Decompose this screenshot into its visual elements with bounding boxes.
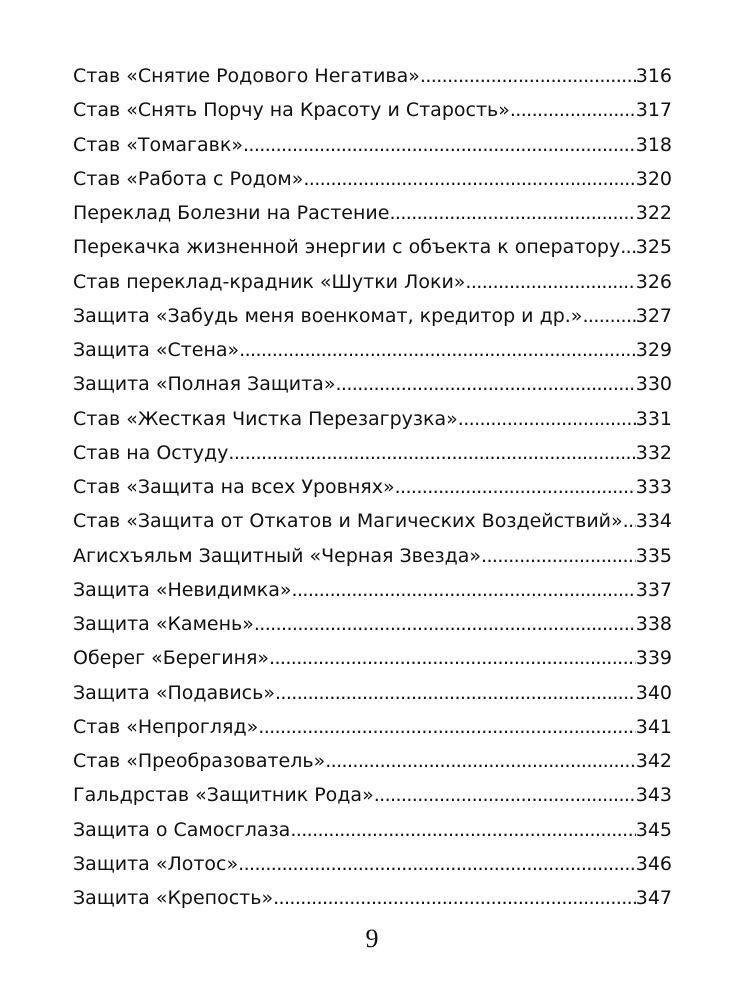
toc-entry-page-number: 334 (635, 510, 672, 533)
dot-leader (254, 607, 636, 641)
dot-leader (243, 128, 636, 162)
toc-entry (73, 162, 672, 196)
toc-entry-title: Перекачка жизненной энергии с объекта к оператору (73, 236, 621, 259)
toc-entry-title: Защита «Невидимка» (73, 578, 292, 601)
dot-leader (395, 470, 636, 504)
toc-entry (73, 402, 672, 436)
toc-entry (73, 881, 672, 915)
toc-entry-page-number: 343 (635, 784, 672, 807)
toc-entry (73, 847, 672, 881)
dot-leader (269, 641, 636, 675)
toc-entry (73, 367, 672, 401)
toc-entry-page-number: 325 (635, 236, 672, 259)
toc-entry (73, 128, 672, 162)
toc-entry (73, 299, 672, 333)
toc-entry-page-number: 329 (635, 339, 672, 361)
toc-entry-page-number: 337 (635, 578, 672, 601)
toc-entry (73, 504, 672, 538)
toc-entry-title: Агисхъяльм Защитный «Черная Звезда» (73, 544, 482, 567)
toc-entry-title: Оберег «Берегиня» (73, 647, 270, 670)
toc-entry-page-number: 326 (635, 270, 672, 293)
toc-entry (73, 778, 672, 812)
toc-entry-page-number: 327 (635, 304, 672, 327)
toc-entry (73, 59, 672, 93)
toc-entry (73, 436, 672, 470)
toc-entry-page-number: 318 (635, 133, 672, 156)
toc-entry-page-number: 317 (635, 99, 672, 122)
dot-leader (303, 162, 635, 196)
toc-entry (73, 539, 672, 573)
toc-entry-title: Гальдрстав «Защитник Рода» (73, 784, 374, 807)
toc-entry-title: Став «Снятие Родового Негатива» (73, 65, 420, 87)
toc-entry-title: Защита «Стена» (73, 339, 240, 361)
dot-leader (325, 744, 636, 778)
toc-entry-page-number: 339 (635, 647, 672, 670)
dot-leader (238, 847, 636, 881)
toc-entry-title: Защита «Полная Защита» (73, 373, 336, 396)
toc-entry-page-number: 340 (635, 681, 672, 704)
dot-leader (275, 676, 636, 710)
dot-leader (273, 881, 636, 915)
toc-entry-title: Став переклад-крадник «Шутки Локи» (73, 270, 466, 293)
toc-entry-page-number: 331 (635, 407, 672, 430)
toc-entry-title: Защита «Крепость» (73, 887, 274, 909)
toc-entry (73, 196, 672, 230)
toc-entry (73, 573, 672, 607)
dot-leader (228, 436, 635, 470)
toc-entry-title: Переклад Болезни на Растение (73, 202, 390, 224)
toc-entry-page-number: 346 (635, 852, 672, 875)
toc-entry (73, 93, 672, 127)
toc-entry (73, 333, 672, 367)
dot-leader (335, 367, 635, 401)
toc-entry-title: Защита о Самосглаза (73, 818, 291, 841)
toc-entry-page-number: 320 (635, 167, 672, 190)
toc-entry-title: Став «Жесткая Чистка Перезагрузка» (73, 407, 458, 430)
toc-entry-title: Став на Остуду (73, 441, 229, 464)
dot-leader (389, 196, 635, 230)
toc-entry-page-number: 341 (635, 715, 672, 738)
toc-entry-title: Защита «Камень» (73, 613, 254, 635)
dot-leader (623, 504, 636, 538)
dot-leader (239, 333, 636, 367)
dot-leader (458, 402, 636, 436)
toc-entry (73, 710, 672, 744)
dot-leader (290, 813, 635, 847)
toc-entry-page-number: 330 (635, 373, 672, 396)
dot-leader (465, 265, 635, 299)
dot-leader (481, 539, 636, 573)
toc-entry-page-number: 316 (635, 65, 672, 87)
toc-entry (73, 265, 672, 299)
toc-entry (73, 641, 672, 675)
toc-entry (73, 230, 672, 264)
toc-entry-title: Став «Защита от Откатов и Магических Воздействий» (73, 510, 623, 533)
toc-entry-title: Защита «Забудь меня военкомат, кредитор и др.» (73, 304, 583, 327)
page-number: 9 (365, 924, 379, 953)
toc-entry-title: Став «Томагавк» (73, 133, 243, 156)
dot-leader (374, 778, 636, 812)
dot-leader (620, 230, 636, 264)
toc-entry (73, 607, 672, 641)
toc-entry-title: Став «Работа с Родом» (73, 167, 304, 190)
dot-leader (420, 59, 636, 93)
toc-entry-page-number: 333 (635, 476, 672, 498)
dot-leader (258, 710, 635, 744)
toc-entry-page-number: 332 (635, 441, 672, 464)
toc-entry-title: Став «Защита на всех Уровнях» (73, 476, 395, 498)
dot-leader (582, 299, 635, 333)
toc-entry-page-number: 347 (635, 887, 672, 909)
toc-entry-title: Став «Снять Порчу на Красоту и Старость» (73, 99, 510, 122)
toc-entry-page-number: 345 (635, 818, 672, 841)
toc-entry-page-number: 338 (635, 613, 672, 635)
toc-entry-title: Защита «Подавись» (73, 681, 275, 704)
toc-entry (73, 744, 672, 778)
toc-entry (73, 470, 672, 504)
toc-entry (73, 813, 672, 847)
table-of-contents (73, 59, 672, 915)
toc-entry-page-number: 335 (635, 544, 672, 567)
toc-entry-title: Став «Преобразователь» (73, 750, 326, 772)
toc-entry-title: Защита «Лотос» (73, 852, 239, 875)
toc-entry (73, 676, 672, 710)
dot-leader (292, 573, 636, 607)
toc-entry-page-number: 322 (635, 202, 672, 224)
toc-entry-page-number: 342 (635, 750, 672, 772)
toc-entry-title: Став «Непрогляд» (73, 715, 259, 738)
dot-leader (510, 93, 636, 127)
